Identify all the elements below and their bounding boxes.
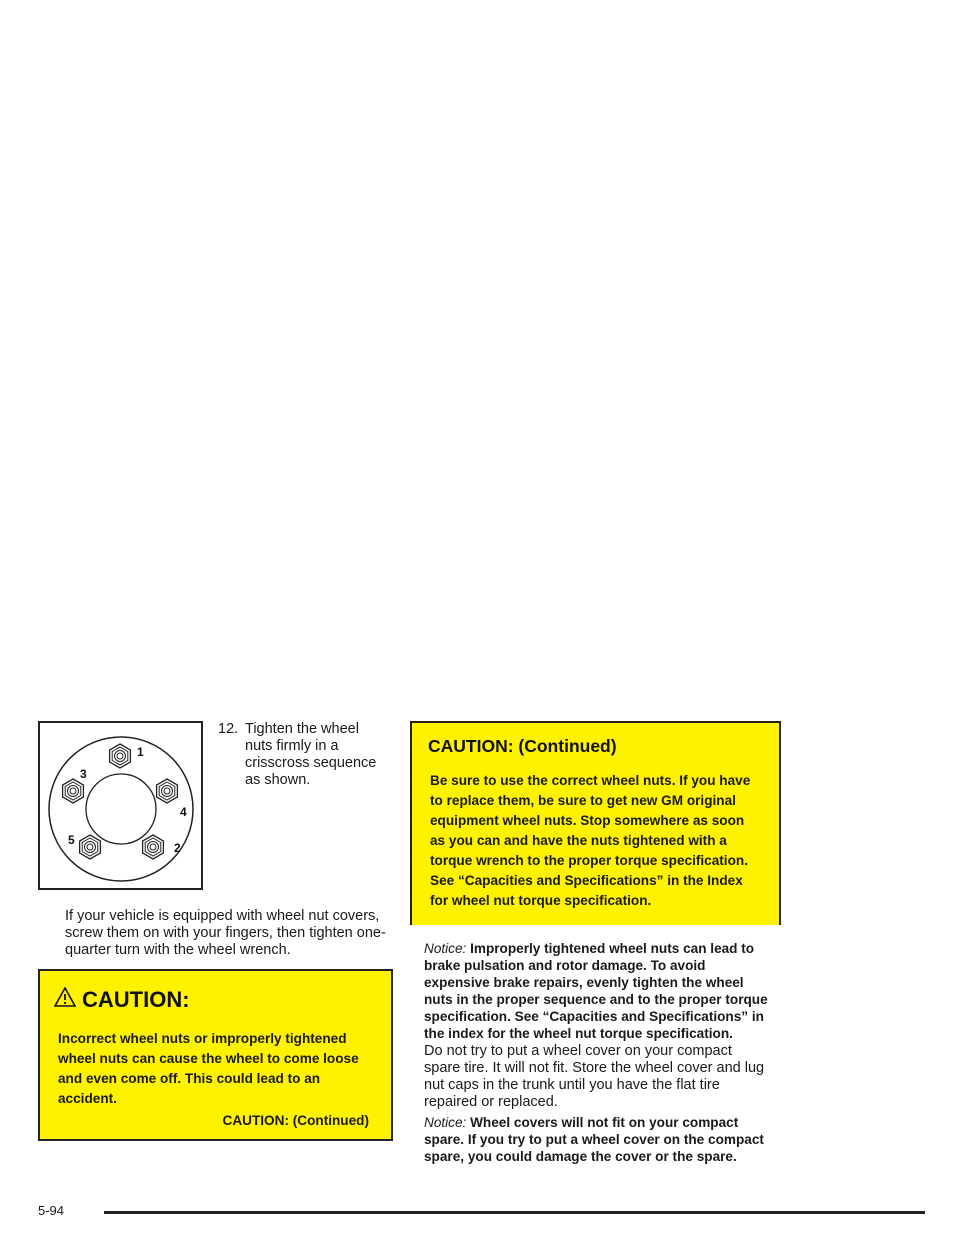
caution-body: [412, 769, 779, 925]
wheel-nut-covers-paragraph: If your vehicle is equipped with wheel nut covers, screw them on with your fingers, then tighten one-quarter turn with the wheel wrench.: [65, 908, 386, 958]
page-number: 5-94: [38, 1203, 65, 1218]
caution-body: [40, 1029, 391, 1139]
step-text: Tighten the wheel nuts firmly in a crisscross sequence as shown.: [245, 721, 377, 788]
wheel-hub-illustration: [40, 723, 201, 888]
notice-label: Notice:: [424, 1115, 467, 1130]
caution-title: CAUTION: (Continued): [428, 735, 617, 756]
caution-continued-label: CAUTION: (Continued): [222, 1113, 369, 1128]
caution-header: [412, 723, 779, 769]
step-number: 12.: [218, 721, 239, 737]
nut-label-5: 5: [68, 833, 75, 847]
lug-nut-1: [110, 744, 131, 768]
caution-title: CAUTION:: [82, 987, 190, 1012]
warning-triangle-icon: [54, 987, 76, 1013]
notice-text: Improperly tightened wheel nuts can lead to brake pulsation and rotor damage. To avoid expensive brake repairs, evenly tighten the wheel nuts in the proper sequence and to the proper torque specification. See “Capacities and Specifications” in the index for the wheel nut torque specification.: [424, 941, 768, 1041]
nut-label-2: 2: [174, 841, 181, 855]
lug-nut-3: [63, 779, 84, 803]
nut-label-4: 4: [180, 805, 187, 819]
footer-rule: [104, 1211, 925, 1214]
notice-text: Wheel covers will not fit on your compact spare. If you try to put a wheel cover on the compact spare, you could damage the cover or the spare.: [424, 1115, 764, 1164]
caution-text: Be sure to use the correct wheel nuts. If you have to replace them, be sure to get new GM original equipment wheel nuts. Stop somewhere as soon as you can and have the nuts tightened with a torque wrench to the proper torque specification. See “Capacities and Specifications” in the Index for wheel nut torque specification.: [430, 773, 751, 908]
wheel-hub-center: [86, 774, 156, 844]
notice-wheel-covers: [424, 1114, 774, 1165]
compact-spare-paragraph: Do not try to put a wheel cover on your compact spare tire. It will not fit. Store the wheel cover and lug nut caps in the trunk until you have the flat tire repaired or replaced.: [424, 1043, 765, 1110]
step-12: [218, 721, 388, 789]
caution-header: [40, 971, 391, 1029]
lug-nut-2: [143, 835, 164, 859]
caution-box-continued: [410, 721, 781, 925]
lug-nut-5: [80, 835, 101, 859]
caution-box-incorrect-nuts: [38, 969, 393, 1141]
notice-label: Notice:: [424, 941, 467, 956]
lug-nut-4: [157, 779, 178, 803]
wheel-nut-sequence-figure: [38, 721, 203, 890]
nut-label-1: 1: [137, 745, 144, 759]
caution-text: Incorrect wheel nuts or improperly tightened wheel nuts can cause the wheel to come loose and even come off. This could lead to an accident.: [58, 1031, 359, 1106]
notice-wheel-nut-torque: [424, 940, 774, 1042]
nut-label-3: 3: [80, 767, 87, 781]
